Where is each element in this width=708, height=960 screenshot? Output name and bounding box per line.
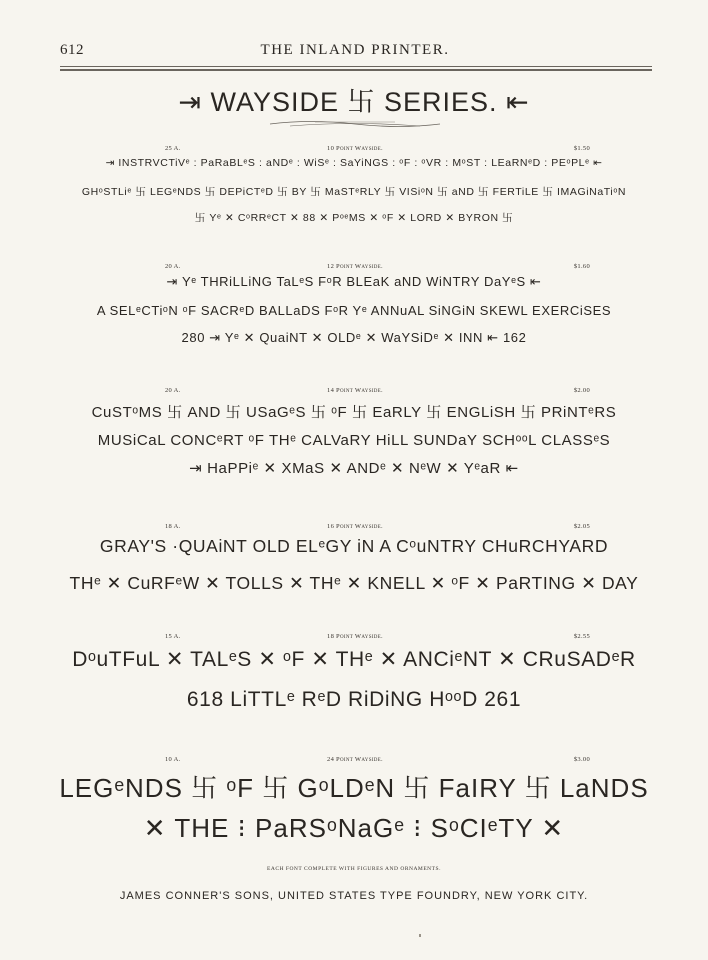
font-quantity: 15 A. bbox=[165, 633, 181, 640]
specimen-line: GRAY'S ·QUAiNT OLD ELᵉGY iN A CᵒuNTRY CHuRCHYARD bbox=[99, 536, 609, 556]
specimen-line: ⇥ Yᵉ THRiLLiNG TaLᵉS FᵒR BLEaK aND WiNTRY DaYᵉS ⇤ bbox=[166, 274, 542, 289]
footer-note: EACH FONT COMPLETE WITH FIGURES AND ORNAMENTS. bbox=[267, 866, 441, 872]
specimen-spec-10pt bbox=[60, 145, 650, 157]
specimen-line: CuSTᵒMS 卐 AND 卐 USaGᵉS 卐 ᵒF 卐 EaRLY 卐 ENGLiSH 卐 PRiNTᵉRS bbox=[91, 404, 617, 421]
specimen-line: 618 LiTTLᵉ RᵉD RiDiNG HᵒᵒD 261 bbox=[186, 688, 522, 711]
font-quantity: 20 A. bbox=[165, 387, 181, 394]
specimen-line: MUSiCaL CONCᵉRT ᵒF THᵉ CALVaRY HiLL SUNDaY SCHᵒᵒL CLASSᵉS bbox=[97, 432, 611, 449]
font-face-name: 10 Point Wayside. bbox=[327, 145, 383, 152]
font-quantity: 10 A. bbox=[165, 756, 181, 763]
specimen-line: THᵉ ✕ CuRFᵉW ✕ TOLLS ✕ THᵉ ✕ KNELL ✕ ᵒF ✕ PaRTING ✕ DAY bbox=[69, 573, 639, 593]
specimen-line: 280 ⇥ Yᵉ ✕ QuaiNT ✕ OLDᵉ ✕ WaYSiDᵉ ✕ INN ⇤ 162 bbox=[181, 330, 527, 345]
paper-speck bbox=[419, 934, 421, 937]
running-header bbox=[60, 42, 650, 66]
font-face-name: 12 Point Wayside. bbox=[327, 263, 383, 270]
header-rule-thin bbox=[60, 66, 652, 67]
specimen-spec-16pt bbox=[60, 523, 650, 535]
specimen-line: ⇥ INSTRVCTiVᵉ : PaRaBLᵉS : aNDᵉ : WiSᵉ : SaYiNGS : ᵒF : ᵒVR : MᵒST : LEaRNᵉD : PEᵒPLᵉ ⇤ bbox=[105, 157, 603, 169]
font-face-name: 16 Point Wayside. bbox=[327, 523, 383, 530]
specimen-spec-14pt bbox=[60, 387, 650, 399]
font-face-name: 24 Point Wayside. bbox=[327, 756, 383, 763]
foundry-credit: JAMES CONNER'S SONS, UNITED STATES TYPE FOUNDRY, NEW YORK CITY. bbox=[119, 890, 589, 902]
flourish-ornament bbox=[265, 118, 445, 130]
specimen-line: DᵒuTFuL ✕ TALᵉS ✕ ᵒF ✕ THᵉ ✕ ANCiᵉNT ✕ CRuSADᵉR bbox=[72, 648, 636, 671]
font-face-name: 14 Point Wayside. bbox=[327, 387, 383, 394]
font-price: $1.60 bbox=[573, 263, 590, 270]
font-price: $1.50 bbox=[573, 145, 590, 152]
header-rule-thick bbox=[60, 69, 652, 71]
font-quantity: 25 A. bbox=[165, 145, 181, 152]
font-price: $2.05 bbox=[573, 523, 590, 530]
font-price: $2.55 bbox=[573, 633, 590, 640]
specimen-line: 卐 Yᵉ ✕ CᵒRRᵉCT ✕ 88 ✕ PᵒᵉMS ✕ ᵒF ✕ LORD ✕ BYRON 卐 bbox=[194, 212, 514, 224]
specimen-line: LEGᵉNDS 卐 ᵒF 卐 GᵒLDᵉN 卐 FaIRY 卐 LaNDS bbox=[59, 773, 649, 803]
font-price: $3.00 bbox=[573, 756, 590, 763]
specimen-line: ⇥ HaPPiᵉ ✕ XMaS ✕ ANDᵉ ✕ NᵉW ✕ YᵉaR ⇤ bbox=[189, 460, 519, 477]
running-title: THE INLAND PRINTER. bbox=[260, 42, 450, 58]
font-price: $2.00 bbox=[573, 387, 590, 394]
font-quantity: 18 A. bbox=[165, 523, 181, 530]
specimen-line: GHᵒSTLiᵉ 卐 LEGᵉNDS 卐 DEPiCTᵉD 卐 BY 卐 MaSTᵉRLY 卐 VISiᵒN 卐 aND 卐 FERTiLE 卐 IMAGiNaTiᵒN bbox=[81, 186, 627, 198]
specimen-line: ✕ THE ⁝ PaRSᵒNaGᵉ ⁝ SᵒCIᵉTY ✕ bbox=[143, 813, 565, 843]
series-title: ⇥ WAYSIDE 卐 SERIES. ⇤ bbox=[178, 87, 530, 117]
font-quantity: 20 A. bbox=[165, 263, 181, 270]
specimen-spec-18pt bbox=[60, 633, 650, 645]
page-number: 612 bbox=[60, 42, 84, 58]
specimen-spec-24pt bbox=[60, 756, 650, 768]
specimen-line: A SELᵉCTiᵒN ᵒF SACRᵉD BALLaDS FᵒR Yᵉ ANNuAL SiNGiN SKEWL EXERCiSES bbox=[96, 303, 612, 318]
font-face-name: 18 Point Wayside. bbox=[327, 633, 383, 640]
